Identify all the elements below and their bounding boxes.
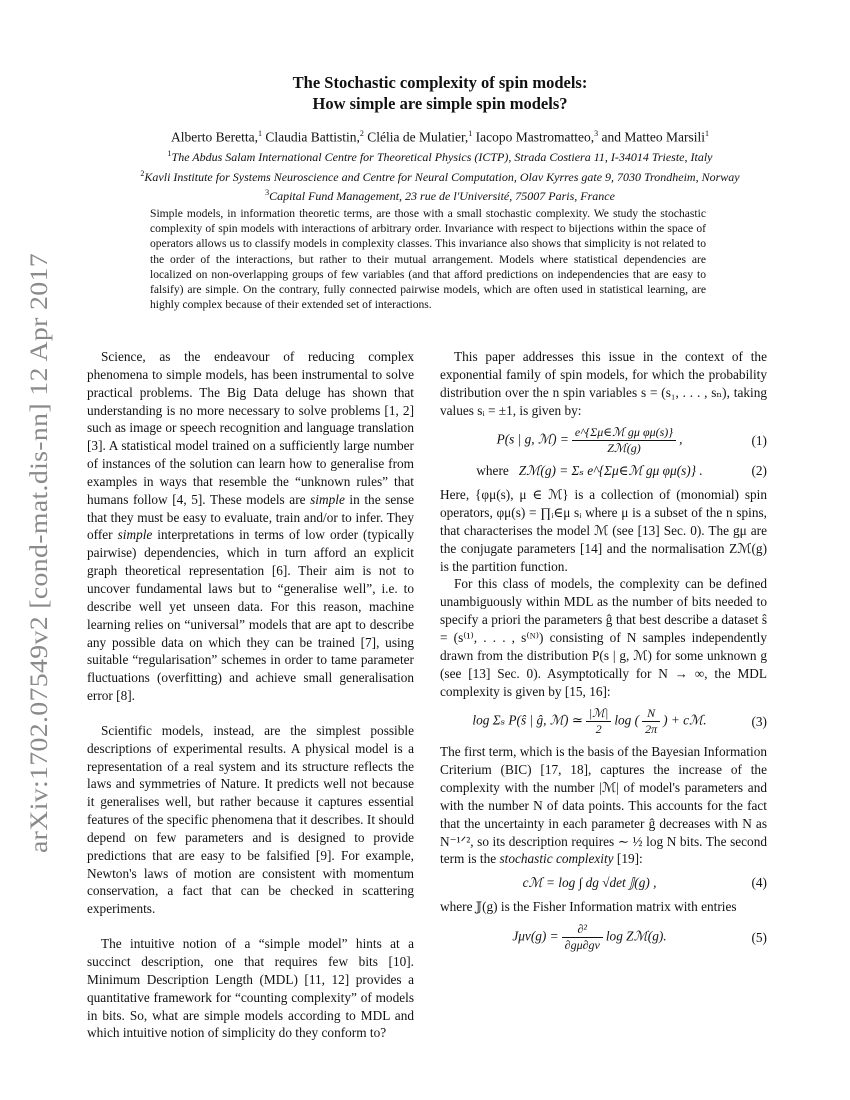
affiliation-line [60, 146, 820, 166]
title-line-2: How simple are simple spin models? [312, 94, 568, 113]
affiliation-sup: 3 [265, 188, 270, 197]
emphasis-text: simple [117, 527, 153, 543]
paragraph-text: [19]: [613, 851, 643, 867]
arxiv-id-text: arXiv:1702.07549v2 [cond-mat.dis-nn] 12 Apr 2017 [26, 313, 53, 853]
eq-lhs: P(s | g, ℳ) = [496, 431, 569, 447]
affiliation-line [60, 185, 820, 205]
author-name: Clélia de Mulatier, [363, 129, 469, 145]
eq-rhs: ) + cℳ. [663, 712, 707, 728]
author-name: Claudia Battistin, [261, 129, 360, 145]
eq-numerator: N [642, 706, 660, 722]
eq-numerator: |ℳ| [586, 706, 611, 722]
equation-number: (1) [751, 432, 767, 448]
affiliation-text: Capital Fund Management, 23 rue de l'Université, 75007 Paris, France [269, 189, 615, 203]
right-column [440, 348, 767, 953]
paragraph-text: The first term, which is the basis of the Bayesian Information Criterium (BIC) [17, 18], captures the increase of the complexity with the number |ℳ| of model's parameters and with the number N of data points. This accounts for the fact that the uncertainty in each parameter ĝ decreases with N as N⁻¹ᐟ², so its description requires ∼ ½ log N bits. The second term is the [440, 744, 767, 867]
equation-2 [440, 462, 767, 480]
eq-lhs: log Σₛ P(ŝ | ĝ, ℳ) ≃ [472, 712, 583, 728]
affiliation-text: Kavli Institute for Systems Neuroscience and Centre for Neural Computation, Olav Kyrres gate 9, 7030 Trondheim, Norway [144, 169, 740, 184]
paragraph-intro [87, 348, 414, 705]
paragraph-complexity: For this class of models, the complexity can be defined unambiguously within MDL as the number of bits needed to specify a priori the parameters ĝ that best describe a dataset ŝ = (s⁽¹⁾, . . . , s⁽ᴺ⁾) consisting of N samples independently drawn from the distribution P(s | g, ℳ) for some unknown g (see [13] Sec. 0). Asymptotically for N → ∞, the MDL complexity is given by [15, 16]: [440, 576, 767, 699]
author-affil-sup: 3 [594, 129, 599, 138]
paragraph-text: in the sense that they must be easy to evaluate, train and/or to infer. They offer [87, 491, 414, 543]
eq-fraction [642, 706, 660, 737]
eq-fraction [562, 922, 603, 953]
equation-number: (2) [751, 463, 767, 479]
author-name: and Matteo Marsili [598, 129, 705, 145]
eq-rhs: log Zℳ(g). [605, 928, 667, 944]
equation-4 [440, 874, 767, 892]
author-affil-sup: 1 [468, 129, 473, 138]
author-list [60, 125, 820, 146]
affiliation-text: The Abdus Salam International Centre for Theoretical Physics (ICTP), Strada Costiera 11, I-34014 Trieste, Italy [171, 150, 713, 164]
emphasis-text: simple [310, 491, 345, 507]
eq-lhs: Jμν(g) = [512, 928, 559, 944]
equation-number: (3) [751, 713, 767, 729]
equation-5 [440, 922, 767, 953]
left-column [87, 348, 414, 1042]
paragraph-bic [440, 743, 767, 868]
emphasis-text: stochastic complexity [499, 851, 614, 867]
paragraph-operators: Here, {φμ(s), μ ∈ ℳ} is a collection of (monomial) spin operators, φμ(s) = ∏ᵢ∈μ sᵢ where μ is a subset of the n spins, that characterises the model ℳ (see [13] Sec. 0). The gμ are the conjugate parameters [14] and the normalisation Zℳ(g) is the partition function. [440, 487, 767, 574]
affiliation-line [60, 166, 820, 186]
eq-denominator: 2 [595, 722, 602, 737]
paragraph-fisher: where 𝕁(g) is the Fisher Information matrix with entries [440, 899, 737, 915]
equation-number: (5) [751, 929, 767, 945]
author-affil-sup: 2 [359, 129, 364, 138]
author-name: Alberto Beretta, [171, 129, 258, 145]
equation-1 [440, 425, 767, 456]
author-name: Iacopo Mastromatteo, [472, 129, 595, 145]
affiliation-sup: 2 [140, 168, 145, 178]
paragraph-spin-models: This paper addresses this issue in the context of the exponential family of spin models, for which the probability distribution over the n spin variables s = (s₁, . . . , sₙ), taking values sᵢ = ±1, is given by: [440, 349, 767, 418]
affiliation-sup: 1 [167, 149, 172, 158]
eq-denominator: Zℳ(g) [607, 441, 641, 456]
equation-5-body [440, 922, 739, 953]
eq-mid: log ( [614, 712, 640, 728]
paragraph-scientific-models: Scientific models, instead, are the simplest possible descriptions of experimental results. A physical model is a representation of a real system and its structure reflects the laws and symmetries of Nature. It predicts well not because it generalises well, but rather because it captures essential features of the specific phenomena that it describes. It should depend on few parameters and is designed to provide predictions that are easy to be falsified [9]. For example, Newton's laws of motion are consistent with momentum conservation, a fact that can be checked in scattering experiments. [87, 722, 414, 917]
author-affil-sup: 1 [704, 129, 709, 138]
eq-numerator: ∂² [562, 922, 603, 938]
eq-fraction [586, 706, 611, 737]
equation-3-body [440, 706, 739, 737]
author-affil-sup: 1 [257, 129, 262, 138]
equation-3 [440, 706, 767, 737]
eq-body: Zℳ(g) = Σₛ e^{Σμ∈ℳ gμ φμ(s)} . [518, 463, 703, 479]
equation-2-body [440, 462, 739, 480]
paragraph-text: Science, as the endeavour of reducing complex phenomena to simple models, has been instrumental to solve practical problems. The Big Data deluge has shown that understanding is no more necessary to solve problems [1, 2] such as image or speech recognition and language translation [3]. A statistical model trained on a sufficiently large number of instances of the solution can learn how to generalise from examples in ways that resemble the “unknown rules” that humans follow [4, 5]. These models are [87, 349, 414, 507]
eq-fraction [572, 425, 676, 456]
affiliations [60, 146, 820, 205]
paragraph-simple-model: The intuitive notion of a “simple model” hints at a succinct description, one that requires few bits [10]. Minimum Description Length (MDL) [11, 12] provides a quantitative framework for “counting complexity” of models in bits. So, what are simple models according to MDL and which intuitive notion of simplicity do they conform to? [87, 936, 414, 1041]
equation-number: (4) [751, 875, 767, 891]
abstract: Simple models, in information theoretic terms, are those with a small stochastic complexity. We study the stochastic complexity of spin models with interactions of arbitrary order. Invariance with respect to bijections within the space of operators allows us to classify models in complexity classes. This invariance also shows that simplicity is not related to the order of the interactions, but rather to their mutual arrangement. Models where statistical dependencies are localized on non-overlapping groups of few variables (and that afford predictions on independencies that are easy to falsify) are simple. On the contrary, fully connected pairwise models, which are often used in statistical learning, are highly complex because of their extended set of interactions. [150, 207, 706, 312]
eq-denominator: 2π [645, 722, 658, 737]
arxiv-sidebar-svg [14, 248, 58, 858]
arxiv-sidebar-stamp [14, 248, 58, 858]
eq-denominator: ∂gμ∂gν [564, 937, 600, 952]
equation-1-body: P(s | g, ℳ) = $\frac{\text{e\textasciicircum{}\{Σμ∈ℳ gμ φμ(s)\}}}{\text{Zℳ(g)}}$ , [496, 425, 683, 456]
title-line-1: The Stochastic complexity of spin models: [292, 73, 588, 92]
eq-where: where [476, 463, 509, 479]
paper-title [100, 72, 780, 114]
paragraph-text: interpretations in terms of low order (typically pairwise) dependencies, which in turn afford an explicit graph theoretical representation [6]. Their aim is not to uncover fundamental laws but to “generalise well”, i.e. to describe well yet unseen data. For this reason, machine learning relies on “universal” models that are apt to describe any possible data on which they can be trained [7], using suitable “regularisation” schemes in order to tame parameter fluctuations (overfitting) and achieve small generalisation error [8]. [87, 527, 414, 704]
equation-4-body: cℳ = log ∫ dg √det 𝕁(g) , [522, 875, 657, 891]
eq-numerator: e^{Σμ∈ℳ gμ φμ(s)} [572, 425, 676, 441]
